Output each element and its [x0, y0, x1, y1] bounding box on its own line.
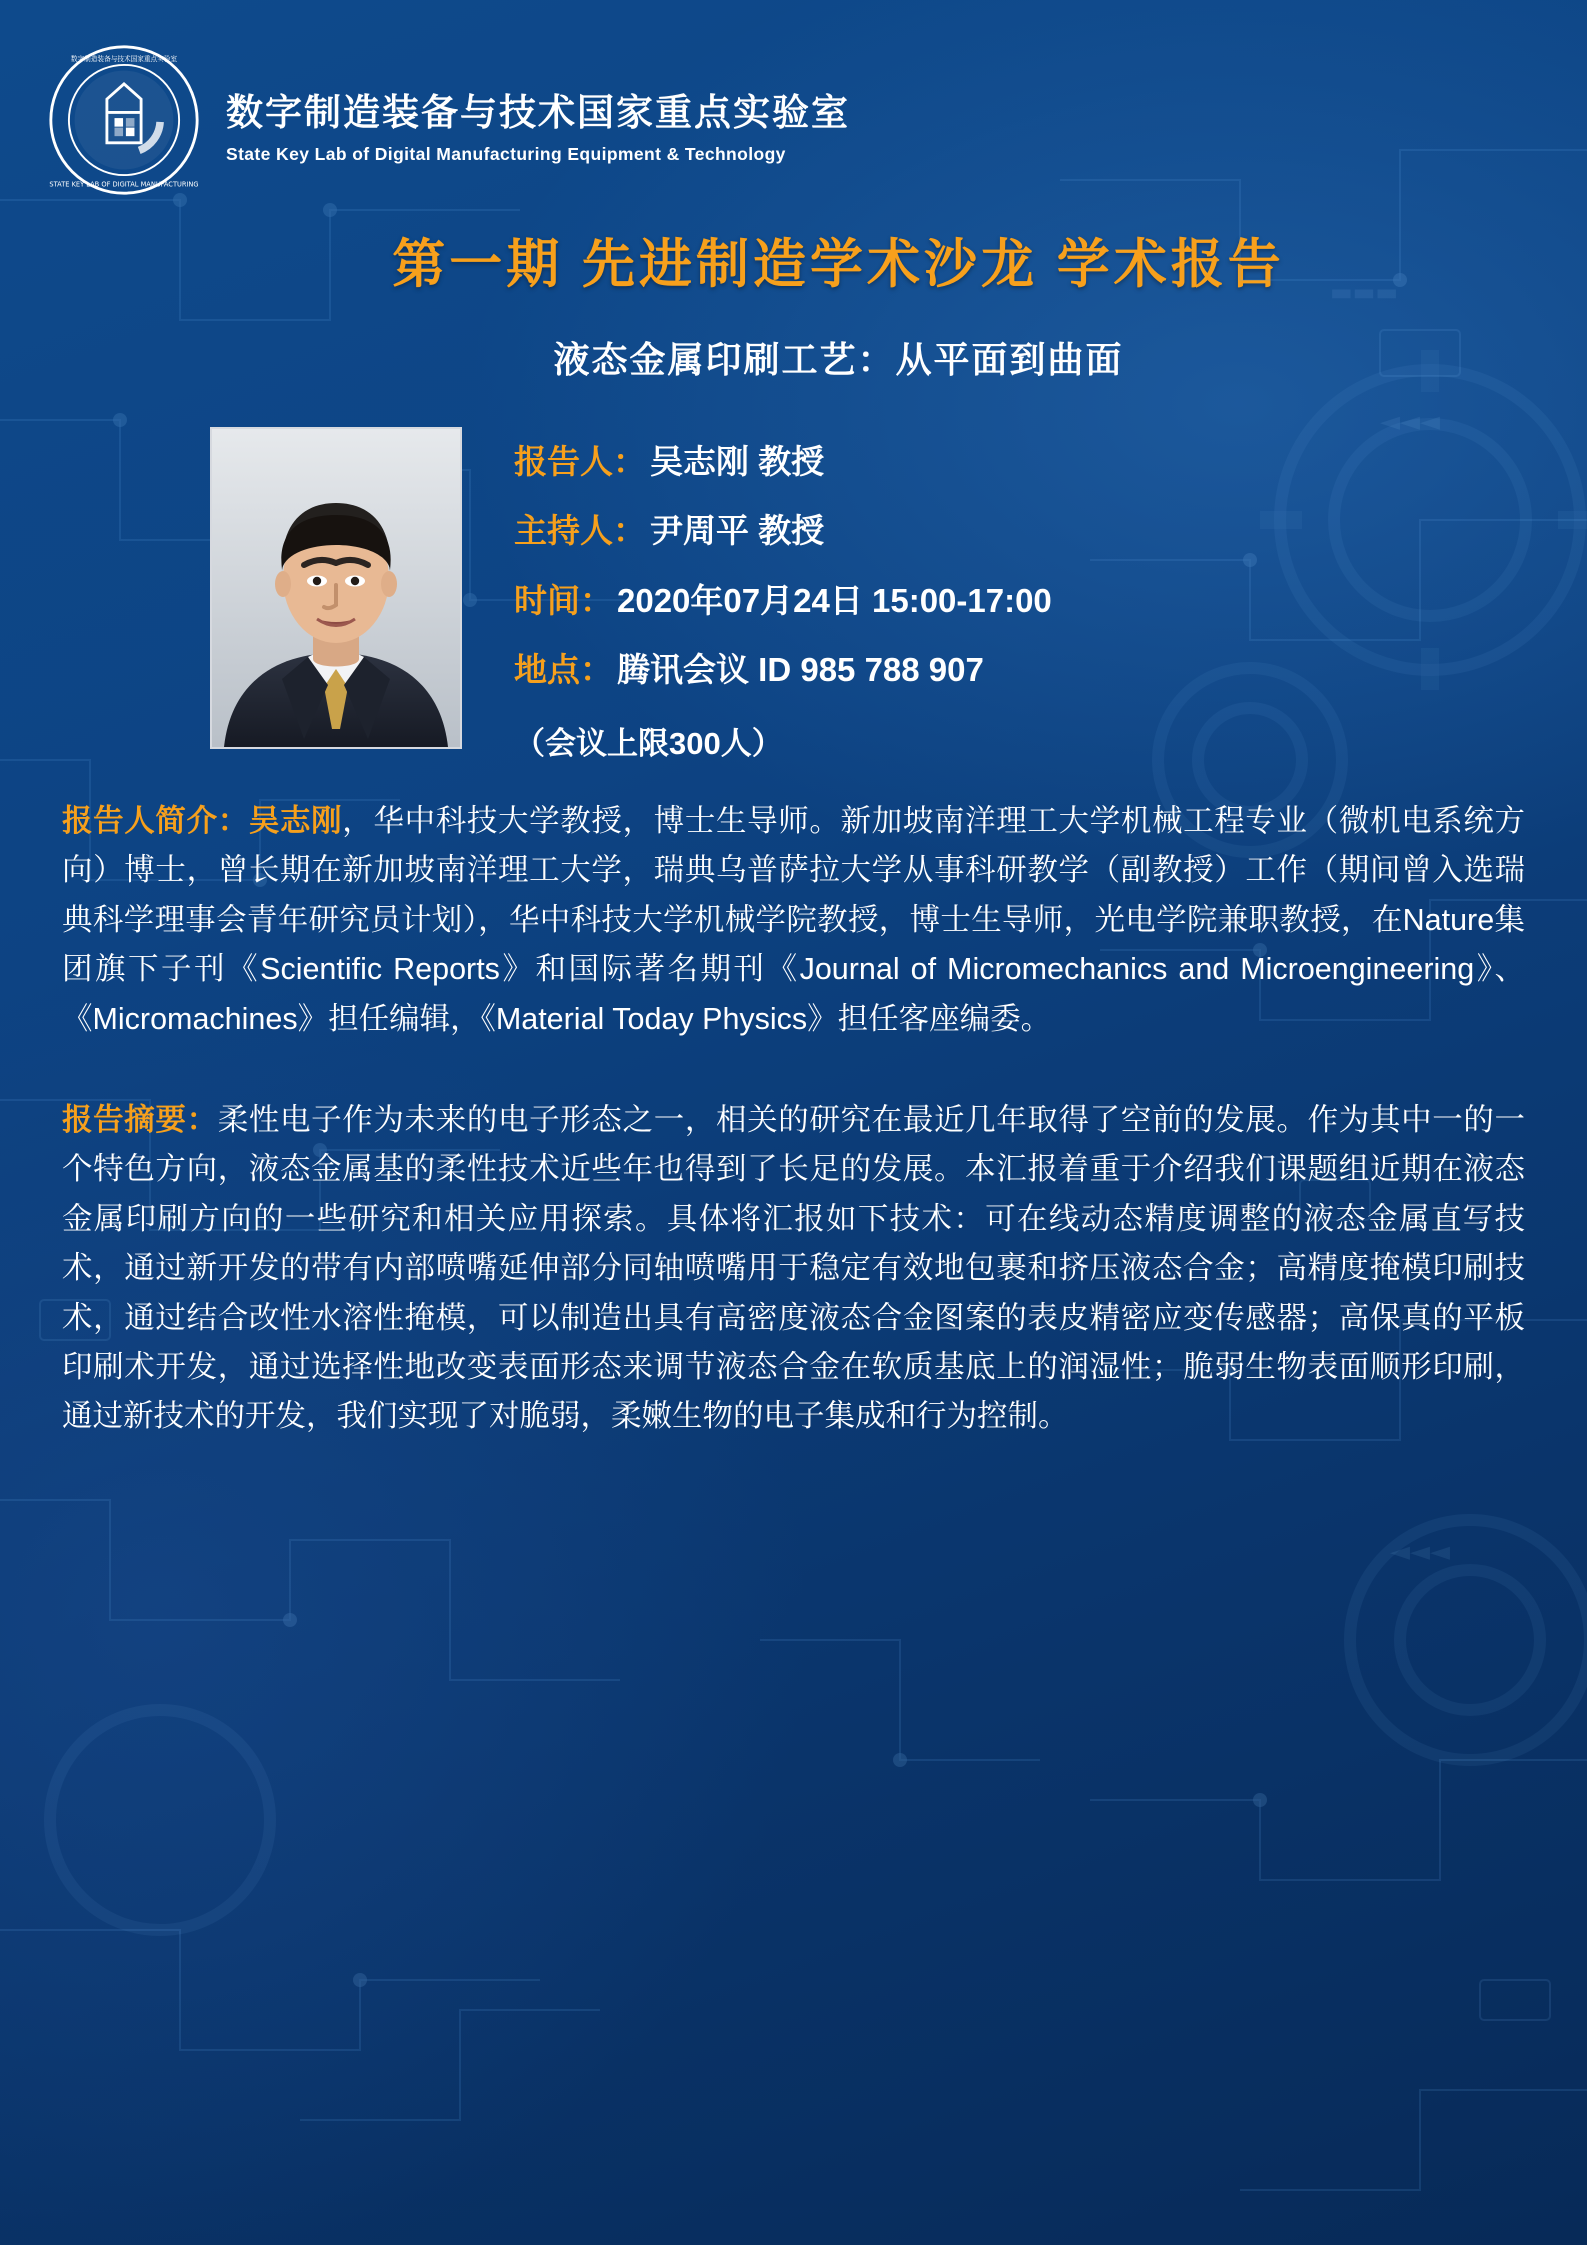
info-lines	[514, 427, 1527, 763]
poster-main-title: 第一期 先进制造学术沙龙 学术报告	[392, 235, 1285, 294]
info-label-location: 地点：	[514, 650, 613, 688]
info-label-host: 主持人：	[514, 512, 646, 550]
info-value-speaker: 吴志刚 教授	[650, 443, 825, 480]
bio-text: ，华中科技大学教授，博士生导师。新加坡南洋理工大学机械工程专业（微机电系统方向）博士，曾长期在新加坡南洋理工大学，瑞典乌普萨拉大学从事科研教学（副教授）工作（期间曾入选瑞典科学理事会青年研究员计划），华中科技大学机械学院教授，博士生导师，光电学院兼职教授，在Nature集团旗下子刊《Scientific Reports》和国际著名期刊《Journal of Micromechanics and Microengineering》、《Micromachines》担任编辑，《Material Today Physics》担任客座编委。	[62, 804, 1526, 1036]
info-label-speaker: 报告人：	[514, 443, 646, 480]
bio-label: 报告人简介：	[62, 804, 249, 838]
abstract-text: 柔性电子作为未来的电子形态之一，相关的研究在最近几年取得了空前的发展。作为其中一的一个特色方向，液态金属基的柔性技术近些年也得到了长足的发展。本汇报着重于介绍我们课题组近期在液态金属印刷方向的一些研究和相关应用探索。具体将汇报如下技术：可在线动态精度调整的液态金属直写技术，通过新开发的带有内部喷嘴延伸部分同轴喷嘴用于稳定有效地包裹和挤压液态合金；高精度掩模印刷技术，通过结合改性水溶性掩模，可以制造出具有高密度液态合金图案的表皮精密应变传感器；高保真的平板印刷术开发，通过选择性地改变表面形态来调节液态合金在软质基底上的润湿性；脆弱生物表面顺形印刷，通过新技术的开发，我们实现了对脆弱，柔嫩生物的电子集成和行为控制。	[62, 1103, 1526, 1434]
speaker-portrait	[210, 427, 462, 749]
info-area	[0, 427, 1587, 763]
lab-name-en: State Key Lab of Digital Manufacturing Equipment & Technology	[226, 143, 786, 164]
lab-name-cn: 数字制造装备与技术国家重点实验室	[226, 92, 850, 134]
abstract-label: 报告摘要：	[62, 1103, 218, 1138]
svg-text:◄◄◄: ◄◄◄	[1390, 1537, 1450, 1567]
svg-text:▬▬▬: ▬▬▬	[1330, 278, 1399, 306]
lab-name-block	[226, 91, 850, 164]
meeting-capacity-note: （会议上限300人）	[514, 726, 783, 761]
info-line-host	[514, 510, 1527, 551]
abstract-section	[62, 1096, 1525, 1442]
info-line-location	[514, 649, 1527, 690]
lab-seal-logo-icon	[48, 44, 200, 196]
svg-text:◄◄◄: ◄◄◄	[1380, 407, 1440, 437]
svg-text:数字制造装备与技术国家重点实验室: 数字制造装备与技术国家重点实验室	[70, 55, 178, 64]
info-label-time: 时间：	[514, 581, 613, 619]
info-value-location: 腾讯会议 ID 985 788 907	[617, 650, 984, 688]
info-line-speaker	[514, 441, 1527, 482]
info-value-time: 2020年07月24日 15:00-17:00	[617, 581, 1052, 619]
header	[0, 0, 1587, 196]
svg-text:STATE KEY LAB OF DIGITAL MANUF: STATE KEY LAB OF DIGITAL MANUFACTURING	[49, 180, 199, 189]
poster-sub-title: 液态金属印刷工艺：从平面到曲面	[553, 339, 1124, 380]
speaker-bio-section	[62, 797, 1525, 1044]
info-line-time	[514, 580, 1527, 621]
info-value-host: 尹周平 教授	[650, 512, 825, 550]
bio-speaker-name: 吴志刚	[248, 804, 343, 838]
